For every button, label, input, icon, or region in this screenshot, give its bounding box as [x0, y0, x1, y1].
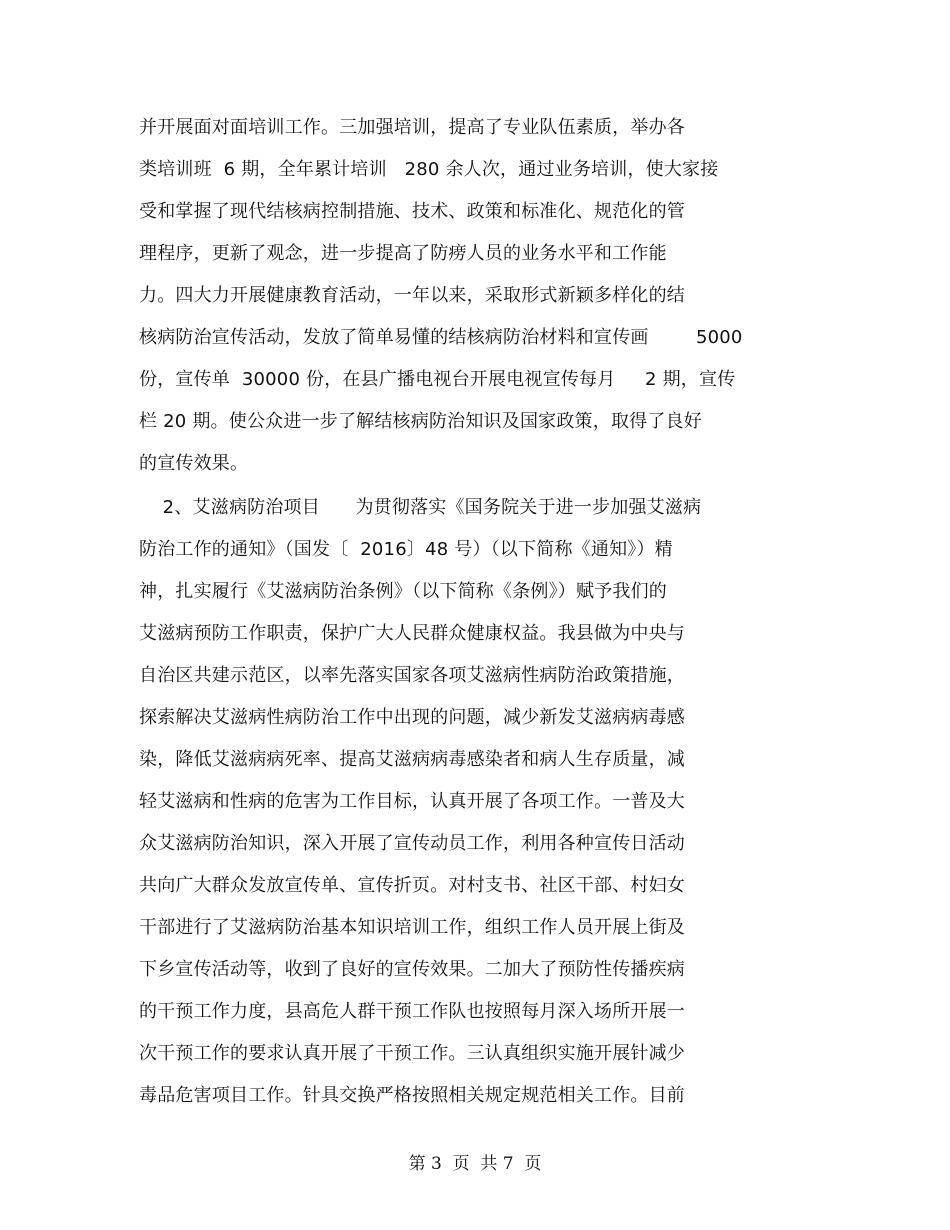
- page-number-footer: 第 3 页 共 7 页: [408, 1154, 542, 1174]
- text-line: 力。四大力开展健康教育活动，一年以来，采取形式新颖多样化的结: [139, 285, 685, 306]
- text-line: 2、艾滋病防治项目 为贯彻落实《国务院关于进一步加强艾滋病: [139, 497, 702, 518]
- text-line: 核病防治宣传活动，发放了简单易懂的结核病防治材料和宣传画 5000: [139, 327, 743, 348]
- text-line: 轻艾滋病和性病的危害为工作目标，认真开展了各项工作。一普及大: [139, 791, 685, 812]
- text-line: 类培训班 6 期，全年累计培训 280 余人次，通过业务培训，使大家接: [139, 159, 719, 180]
- text-line: 自治区共建示范区，以率先落实国家各项艾滋病性病防治政策措施，: [139, 665, 685, 686]
- text-line: 毒品危害项目工作。针具交换严格按照相关规定规范相关工作。目前: [139, 1085, 685, 1106]
- text-line: 探索解决艾滋病性病防治工作中出现的问题，减少新发艾滋病病毒感: [139, 707, 685, 728]
- text-line: 下乡宣传活动等，收到了良好的宣传效果。二加大了预防性传播疾病: [139, 959, 685, 980]
- text-line: 防治工作的通知》（国发〔 2016〕48 号）（以下简称《通知》）精: [139, 539, 673, 560]
- text-line: 的干预工作力度，县高危人群干预工作队也按照每月深入场所开展一: [139, 1001, 685, 1022]
- text-line: 栏 20 期。使公众进一步了解结核病防治知识及国家政策，取得了良好: [139, 411, 702, 432]
- text-line: 并开展面对面培训工作。三加强培训，提高了专业队伍素质，举办各: [139, 117, 685, 138]
- text-line: 众艾滋病防治知识，深入开展了宣传动员工作，利用各种宣传日活动: [139, 833, 685, 854]
- text-line: 的宣传效果。: [139, 453, 249, 474]
- text-line: 染，降低艾滋病病死率、提高艾滋病病毒感染者和病人生存质量，减: [139, 749, 685, 770]
- text-line: 共向广大群众发放宣传单、宣传折页。对村支书、社区干部、村妇女: [139, 875, 685, 896]
- text-line: 份，宣传单 30000 份，在县广播电视台开展电视宣传每月 2 期，宣传: [139, 369, 736, 390]
- text-line: 理程序，更新了观念，进一步提高了防痨人员的业务水平和工作能: [139, 243, 667, 264]
- text-line: 次干预工作的要求认真开展了干预工作。三认真组织实施开展针减少: [139, 1043, 685, 1064]
- text-line: 受和掌握了现代结核病控制措施、技术、政策和标准化、规范化的管: [139, 201, 685, 222]
- text-line: 艾滋病预防工作职责，保护广大人民群众健康权益。我县做为中央与: [139, 623, 685, 644]
- text-line: 干部进行了艾滋病防治基本知识培训工作，组织工作人员开展上街及: [139, 917, 685, 938]
- text-line: 神，扎实履行《艾滋病防治条例》（以下简称《条例》）赋予我们的: [139, 581, 667, 602]
